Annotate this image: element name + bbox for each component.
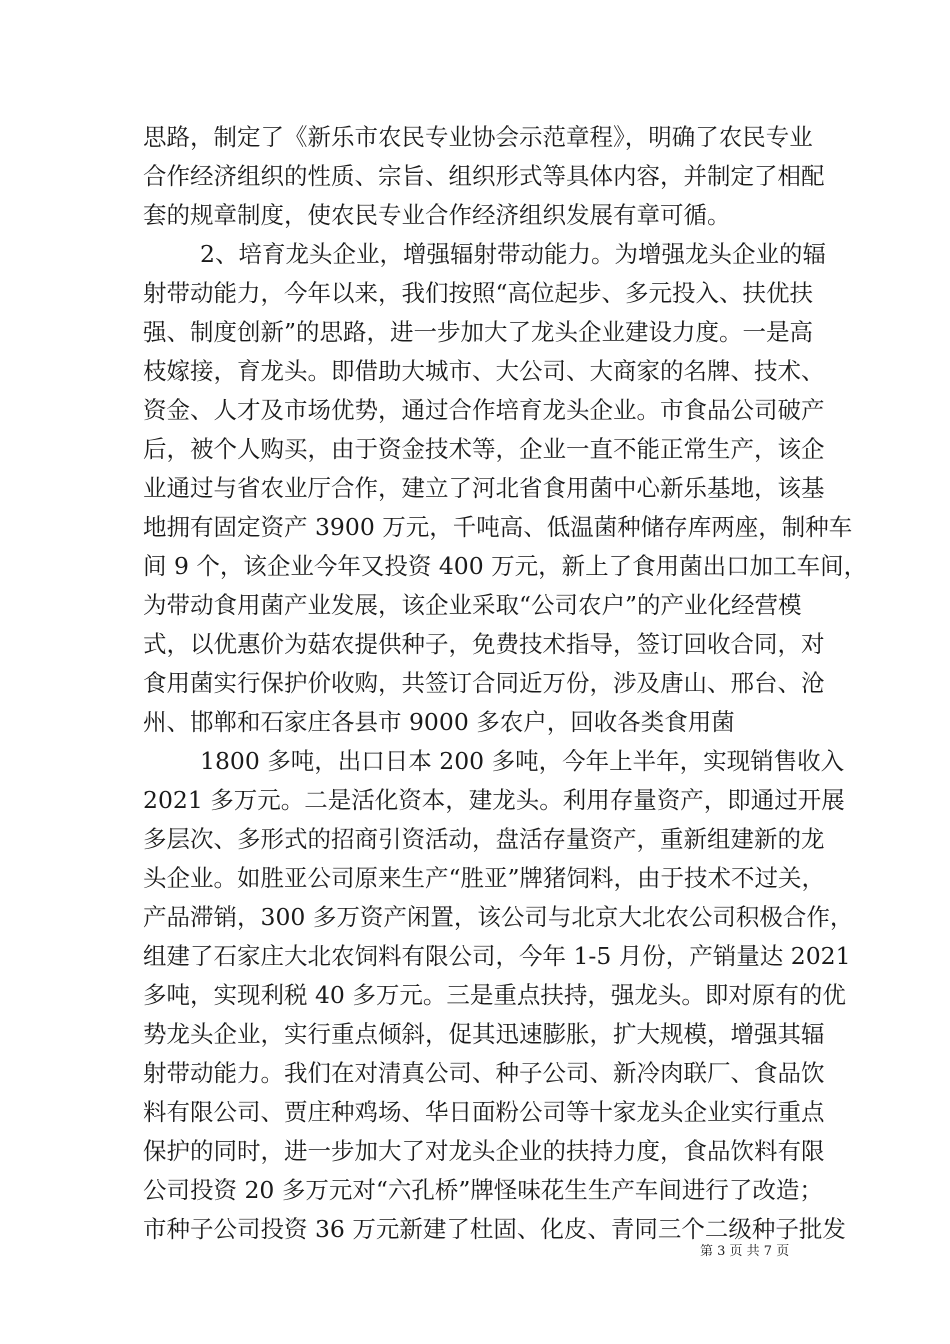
text-line: 式，以优惠价为菇农提供种子，免费技术指导，签订回收合同，对 — [143, 630, 825, 658]
text-line: 思路，制定了《新乐市农民专业协会示范章程》，明确了农民专业 — [143, 123, 813, 151]
text-line: 枝嫁接，育龙头。即借助大城市、大公司、大商家的名牌、技术、 — [143, 357, 825, 385]
page-number-footer: 第 3 页 共 7 页 — [700, 1244, 790, 1259]
text-line: 料有限公司、贾庄种鸡场、华日面粉公司等十家龙头企业实行重点 — [143, 1098, 825, 1126]
text-line: 射带动能力，今年以来，我们按照“高位起步、多元投入、扶优扶 — [143, 279, 814, 307]
text-line: 多吨，实现利税 40 多万元。三是重点扶持，强龙头。即对原有的优 — [143, 981, 846, 1009]
text-line: 保护的同时，进一步加大了对龙头企业的扶持力度，食品饮料有限 — [143, 1137, 825, 1165]
text-line: 市种子公司投资 36 万元新建了杜固、化皮、青同三个二级种子批发 — [143, 1215, 846, 1243]
text-line: 食用菌实行保护价收购，共签订合同近万份，涉及唐山、邢台、沧 — [143, 669, 825, 697]
text-line: 组建了石家庄大北农饲料有限公司，今年 1-5 月份，产销量达 2021 — [143, 942, 851, 970]
text-line: 势龙头企业，实行重点倾斜，促其迅速膨胀，扩大规模，增强其辐 — [143, 1020, 825, 1048]
paragraph-start-line: 1800 多吨，出口日本 200 多吨，今年上半年，实现销售收入 — [200, 747, 845, 775]
text-line: 头企业。如胜亚公司原来生产“胜亚”牌猪饲料，由于技术不过关， — [143, 864, 826, 892]
text-line: 后，被个人购买，由于资金技术等，企业一直不能正常生产，该企 — [143, 435, 825, 463]
text-line: 为带动食用菌产业发展，该企业采取“公司农户”的产业化经营模 — [143, 591, 802, 619]
text-line: 业通过与省农业厅合作，建立了河北省食用菌中心新乐基地，该基 — [143, 474, 825, 502]
text-line: 公司投资 20 多万元对“六孔桥”牌怪味花生生产车间进行了改造； — [143, 1176, 823, 1204]
text-line: 产品滞销，300 多万资产闲置，该公司与北京大北农公司积极合作， — [143, 903, 854, 931]
paragraph-start-line: 2、培育龙头企业，增强辐射带动能力。为增强龙头企业的辐 — [200, 240, 826, 268]
text-line: 多层次、多形式的招商引资活动，盘活存量资产，重新组建新的龙 — [143, 825, 825, 853]
text-line: 间 9 个，该企业今年又投资 400 万元，新上了食用菌出口加工车间， — [143, 552, 868, 580]
text-line: 射带动能力。我们在对清真公司、种子公司、新冷肉联厂、食品饮 — [143, 1059, 825, 1087]
text-line: 州、邯郸和石家庄各县市 9000 多农户，回收各类食用菌 — [143, 708, 735, 736]
text-line: 地拥有固定资产 3900 万元，千吨高、低温菌种储存库两座，制种车 — [143, 513, 853, 541]
text-line: 套的规章制度，使农民专业合作经济组织发展有章可循。 — [143, 201, 731, 229]
text-line: 资金、人才及市场优势，通过合作培育龙头企业。市食品公司破产 — [143, 396, 825, 424]
text-line: 强、制度创新”的思路，进一步加大了龙头企业建设力度。一是高 — [143, 318, 814, 346]
text-line: 2021 多万元。二是活化资本，建龙头。利用存量资产，即通过开展 — [143, 786, 845, 814]
text-line: 合作经济组织的性质、宗旨、组织形式等具体内容，并制定了相配 — [143, 162, 825, 190]
